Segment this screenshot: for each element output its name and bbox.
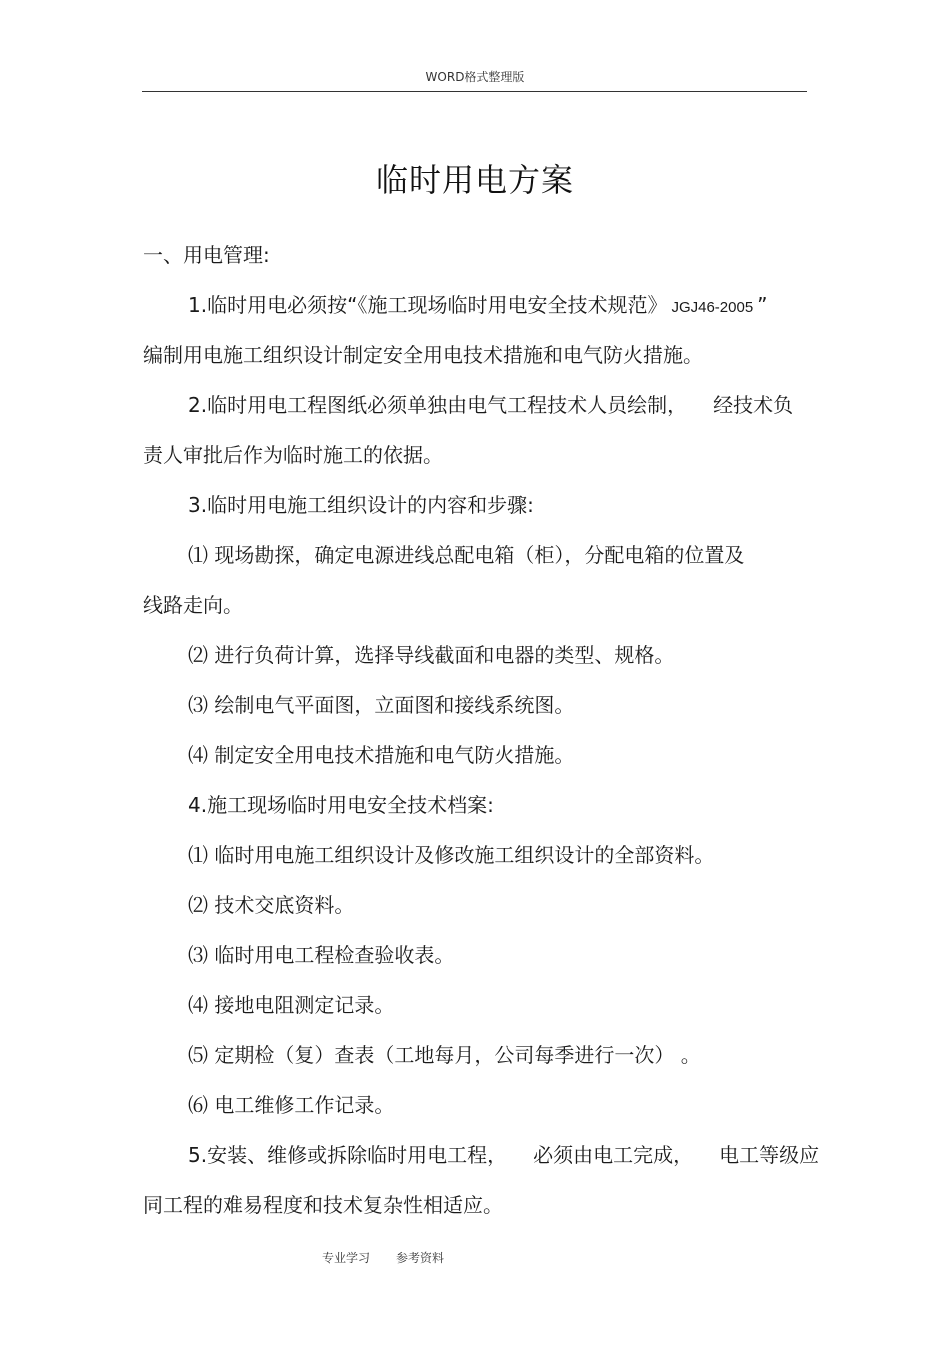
paragraph-5-line-1: 5.安装、维修或拆除临时用电工程， 必须由电工完成， 电工等级应 — [188, 1143, 820, 1167]
paragraph-4-heading: 4.施工现场临时用电安全技术档案: — [188, 793, 494, 817]
list-item: ⑶ 临时用电工程检查验收表。 — [188, 943, 455, 967]
list-item: ⑸ 定期检（复）查表（工地每月，公司每季进行一次） 。 — [188, 1043, 701, 1067]
list-item: ⑷ 制定安全用电技术措施和电气防火措施。 — [188, 743, 575, 767]
paragraph-2-line-2: 责人审批后作为临时施工的依据。 — [143, 443, 443, 467]
document-title: 临时用电方案 — [375, 161, 574, 199]
paragraph-2-line-1: 2.临时用电工程图纸必须单独由电气工程技术人员绘制， 经技术负 — [188, 393, 794, 417]
list-item: ⑴ 现场勘探，确定电源进线总配电箱（柜），分配电箱的位置及 — [188, 543, 745, 567]
list-item: ⑵ 进行负荷计算，选择导线截面和电器的类型、规格。 — [188, 643, 675, 667]
page-footer — [322, 1249, 444, 1266]
list-item: ⑷ 接地电阻测定记录。 — [188, 993, 395, 1017]
section-heading: 一、用电管理: — [143, 243, 270, 267]
page-header: WORD格式整理版 — [425, 70, 525, 84]
paragraph-5-line-2: 同工程的难易程度和技术复杂性相适应。 — [143, 1193, 503, 1217]
paragraph-1-line-1: 1.临时用电必须按“《施工现场临时用电安全技术规范》 JGJ46-2005 ” — [188, 293, 768, 317]
paragraph-3-heading: 3.临时用电施工组织设计的内容和步骤: — [188, 493, 534, 517]
list-item-continuation: 线路走向。 — [143, 593, 243, 617]
document-body — [143, 230, 820, 1230]
list-item: ⑹ 电工维修工作记录。 — [188, 1093, 395, 1117]
list-item: ⑴ 临时用电施工组织设计及修改施工组织设计的全部资料。 — [188, 843, 715, 867]
list-item: ⑶ 绘制电气平面图，立面图和接线系统图。 — [188, 693, 575, 717]
header-divider — [142, 91, 807, 92]
spec-code: JGJ46-2005 — [671, 299, 754, 316]
footer-right-text: 参考资料 — [396, 1251, 445, 1265]
list-item: ⑵ 技术交底资料。 — [188, 893, 355, 917]
footer-left-text: 专业学习 — [322, 1251, 371, 1265]
paragraph-1-line-2: 编制用电施工组织设计制定安全用电技术措施和电气防火措施。 — [143, 343, 703, 367]
